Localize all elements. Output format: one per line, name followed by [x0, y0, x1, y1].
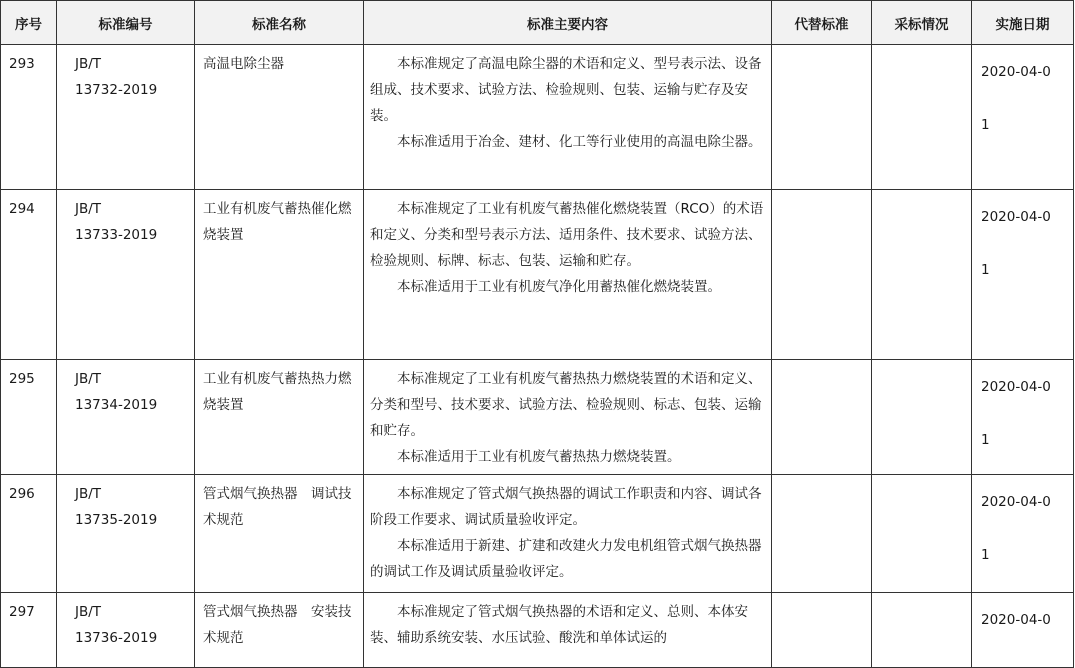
cell-name: 高温电除尘器 [195, 45, 364, 190]
cell-name: 工业有机废气蓄热催化燃烧装置 [195, 190, 364, 360]
code-number: 13732-2019 [75, 82, 158, 98]
cell-content [364, 593, 772, 668]
code-number: 13733-2019 [75, 227, 158, 243]
header-adopt: 采标情况 [872, 1, 972, 45]
cell-name: 工业有机废气蓄热热力燃烧装置 [195, 360, 364, 475]
header-name: 标准名称 [195, 1, 364, 45]
cell-code [57, 475, 195, 593]
cell-adopt [872, 475, 972, 593]
date-line: 1 [981, 117, 990, 133]
header-code: 标准编号 [57, 1, 195, 45]
date-line: 1 [981, 432, 990, 448]
table-row [1, 360, 1074, 475]
cell-num: 293 [1, 45, 57, 190]
cell-code [57, 45, 195, 190]
cell-num: 297 [1, 593, 57, 668]
cell-replace [772, 360, 872, 475]
content-para: 本标准适用于工业有机废气蓄热热力燃烧装置。 [397, 449, 681, 465]
date-line: 1 [981, 547, 990, 563]
cell-code [57, 190, 195, 360]
cell-adopt [872, 190, 972, 360]
content-para: 本标准规定了管式烟气换热器的调试工作职责和内容、调试各阶段工作要求、调试质量验收评定。 [370, 486, 762, 528]
cell-name: 管式烟气换热器 调试技术规范 [195, 475, 364, 593]
table-row [1, 45, 1074, 190]
cell-code [57, 593, 195, 668]
cell-date [972, 360, 1074, 475]
code-prefix: JB/T [75, 371, 102, 387]
header-content: 标准主要内容 [364, 1, 772, 45]
cell-date [972, 45, 1074, 190]
content-para: 本标准规定了工业有机废气蓄热催化燃烧装置（RCO）的术语和定义、分类和型号表示方法、适用条件、技术要求、试验方法、检验规则、标牌、标志、包装、运输和贮存。 [370, 201, 764, 269]
cell-name: 管式烟气换热器 安装技术规范 [195, 593, 364, 668]
code-prefix: JB/T [75, 486, 102, 502]
cell-code [57, 360, 195, 475]
cell-replace [772, 475, 872, 593]
code-prefix: JB/T [75, 201, 102, 217]
cell-adopt [872, 593, 972, 668]
cell-content [364, 45, 772, 190]
cell-content [364, 475, 772, 593]
cell-date [972, 475, 1074, 593]
cell-adopt [872, 45, 972, 190]
header-row [1, 1, 1074, 45]
date-line: 2020-04-0 [981, 612, 1051, 628]
cell-content [364, 360, 772, 475]
code-number: 13734-2019 [75, 397, 158, 413]
code-number: 13735-2019 [75, 512, 158, 528]
code-number: 13736-2019 [75, 630, 158, 646]
content-para: 本标准规定了高温电除尘器的术语和定义、型号表示法、设备组成、技术要求、试验方法、检验规则、包装、运输与贮存及安装。 [370, 56, 762, 124]
date-line: 2020-04-0 [981, 209, 1051, 225]
cell-num: 294 [1, 190, 57, 360]
content-para: 本标准适用于新建、扩建和改建火力发电机组管式烟气换热器的调试工作及调试质量验收评定。 [370, 538, 762, 580]
header-date: 实施日期 [972, 1, 1074, 45]
cell-replace [772, 593, 872, 668]
cell-replace [772, 45, 872, 190]
header-replace: 代替标准 [772, 1, 872, 45]
content-para: 本标准适用于工业有机废气净化用蓄热催化燃烧装置。 [397, 279, 721, 295]
date-line: 2020-04-0 [981, 64, 1051, 80]
code-prefix: JB/T [75, 56, 102, 72]
cell-num: 295 [1, 360, 57, 475]
cell-replace [772, 190, 872, 360]
date-line: 2020-04-0 [981, 379, 1051, 395]
header-num: 序号 [1, 1, 57, 45]
cell-num: 296 [1, 475, 57, 593]
content-para: 本标准规定了工业有机废气蓄热热力燃烧装置的术语和定义、分类和型号、技术要求、试验方法、检验规则、标志、包装、运输和贮存。 [370, 371, 762, 439]
date-line: 1 [981, 262, 990, 278]
content-para: 本标准规定了管式烟气换热器的术语和定义、总则、本体安装、辅助系统安装、水压试验、酸洗和单体试运的 [370, 604, 748, 646]
table-row [1, 475, 1074, 593]
cell-content [364, 190, 772, 360]
table-row [1, 190, 1074, 360]
content-para: 本标准适用于冶金、建材、化工等行业使用的高温电除尘器。 [397, 134, 762, 150]
cell-adopt [872, 360, 972, 475]
table-row [1, 593, 1074, 668]
date-line: 2020-04-0 [981, 494, 1051, 510]
cell-date [972, 593, 1074, 668]
cell-date [972, 190, 1074, 360]
code-prefix: JB/T [75, 604, 102, 620]
